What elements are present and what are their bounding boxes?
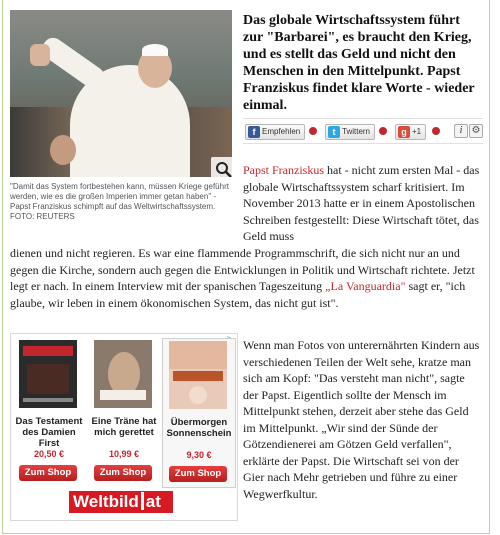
- gplus-button[interactable]: [395, 124, 426, 140]
- twitter-icon: t: [328, 126, 340, 138]
- photo-robe: [70, 65, 190, 177]
- zoom-button[interactable]: [211, 157, 232, 177]
- social-bar: [243, 118, 483, 144]
- book-cover-3: [169, 341, 227, 409]
- link-la-vanguardia[interactable]: „La Vanguardia": [325, 279, 406, 293]
- book-cover-1: [19, 340, 77, 408]
- logo-separator: [141, 492, 144, 510]
- facebook-toggle-dot[interactable]: [309, 127, 317, 135]
- logo-tld: at: [145, 492, 161, 511]
- twitter-toggle-dot[interactable]: [379, 127, 387, 135]
- gplus-toggle-dot[interactable]: [432, 127, 440, 135]
- paragraph-1: [243, 162, 483, 245]
- ad-product-3-shop-button[interactable]: Zum Shop: [169, 466, 227, 482]
- photo-cap: [142, 44, 168, 56]
- ad-product-3-title: Übermorgen Sonnenschein: [166, 417, 232, 439]
- info-icon[interactable]: i: [454, 124, 468, 138]
- photo-caption: [10, 182, 236, 222]
- twitter-label: Twittern: [342, 127, 371, 136]
- gplus-label: +1: [412, 127, 422, 136]
- ad-product-1-price: 20,50 €: [33, 449, 65, 459]
- magnifier-icon: [215, 161, 232, 177]
- link-papst-franziskus[interactable]: Papst Franziskus: [243, 163, 324, 177]
- paragraph-2: [10, 245, 485, 311]
- twitter-button[interactable]: [325, 124, 375, 140]
- paragraph-3: Wenn man Fotos von unterernährten Kindern aus verschiedenen Teilen der Welt sehe, kratze man sich am Kopf: "Das versteht man nicht", sagte der Papst. Eigentlich sollte der Mensch im Mittelpunkt stehen, derzeit aber stehe das Geld im Mittelpunkt. „Wir sind der Sünde der Götzendienerei am Götzen Geld verfallen", erklärte der Papst. Die Wirtschaft sei von der Gier nach Mehr getrieben und führe zu einer Wegwerfkultur.: [243, 338, 480, 501]
- caption-text: "Damit das System fortbestehen kann, müssen Kriege geführt werden, wie es die großen Imperien immer getan haben" - Papst Franziskus schimpft auf das Weltwirtschaftssystem.: [10, 182, 229, 211]
- photo-credit: FOTO: REUTERS: [10, 212, 75, 221]
- logo-word: Weltbild: [73, 492, 139, 511]
- photo-bystander: [50, 135, 76, 165]
- facebook-like-button[interactable]: [245, 124, 305, 140]
- paragraph-2-end: sagt er, "ich glaube, wir leben in einem ökonomischen System, das nicht gut ist".: [10, 279, 466, 310]
- gplus-icon: g: [398, 126, 410, 138]
- ad-product-2-shop-button[interactable]: Zum Shop: [94, 465, 152, 481]
- ad-product-3[interactable]: [162, 338, 236, 488]
- book-cover-2: [94, 340, 152, 408]
- ad-product-2[interactable]: [88, 338, 160, 486]
- photo-hand: [30, 44, 50, 66]
- ad-product-3-price: 9,30 €: [186, 450, 212, 460]
- ad-box: [10, 333, 238, 521]
- ad-product-2-price: 10,99 €: [108, 449, 140, 459]
- paragraph-2-start: dienen und nicht regieren. Es war eine flammende Programmschrift, die sich nicht nur an und gegen die Kirche, sondern auch gegen die Entwicklungen in Politik und Wirtschaft richtete. Jetzt legt er nach. In einem Interview mit der spanischen Tageszeitung: [10, 246, 475, 293]
- facebook-label: Empfehlen: [262, 127, 301, 136]
- facebook-icon: f: [248, 126, 260, 138]
- ad-product-1[interactable]: [13, 338, 85, 486]
- gear-icon[interactable]: ⚙: [469, 124, 483, 138]
- ad-product-2-title: Eine Träne hat mich gerettet: [91, 416, 157, 438]
- article-lead: Das globale Wirtschaftssystem führt zur "Barbarei", es braucht den Krieg, und es stellt das Geld und nicht den Menschen in den Mittelpunkt. Papst Franziskus findet klare Worte - wieder einmal.: [243, 13, 475, 113]
- weltbild-logo[interactable]: [69, 491, 173, 513]
- ad-product-1-shop-button[interactable]: Zum Shop: [19, 465, 77, 481]
- paragraph-1-text: hat - nicht zum ersten Mal - das globale Wirtschaftssystem scharf kritisiert. Im November 2013 hatte er in einem Apostolischen Schreiben festgestellt: Diese Wirtschaft tötet, das Geld muss: [243, 163, 480, 243]
- ad-product-1-title: Das Testament des Damien First: [15, 416, 83, 449]
- article-photo[interactable]: [10, 10, 232, 177]
